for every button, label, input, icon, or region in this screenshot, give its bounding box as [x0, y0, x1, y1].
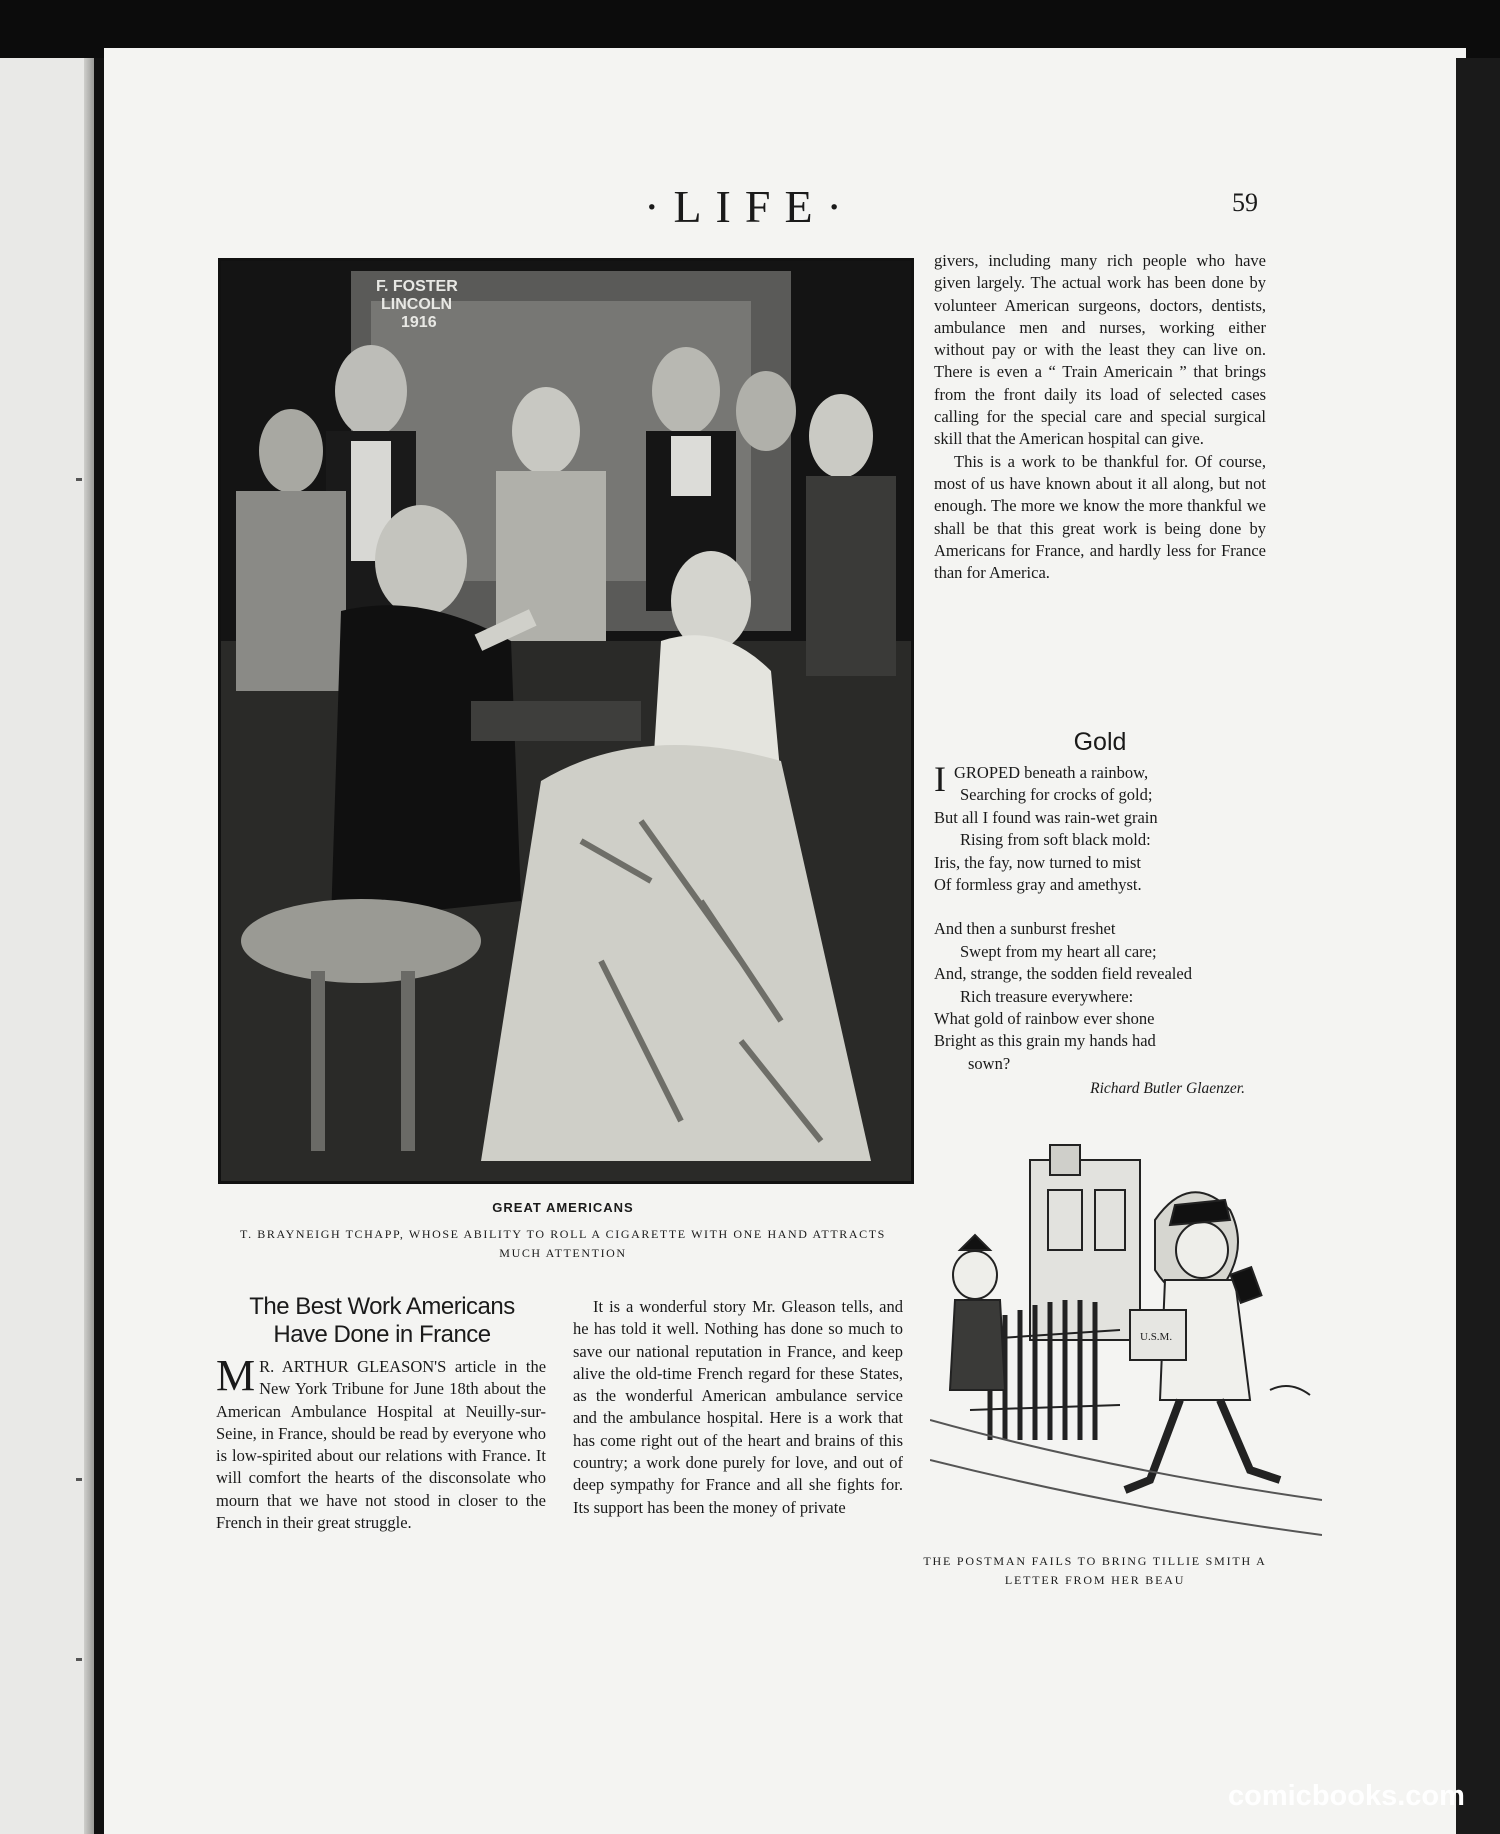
poem-line: Iris, the fay, now turned to mist: [934, 852, 1141, 872]
article-drop-cap: M: [216, 1351, 256, 1400]
poem-title: Gold: [1073, 728, 1127, 756]
article-column-3: [934, 250, 1266, 584]
table: [471, 701, 641, 741]
poem-line: And then a sunburst freshet: [934, 919, 1116, 939]
poem-author: Richard Butler Glaenzer.: [1090, 1080, 1245, 1097]
article-col1-text: article in the New York Tribune for June 18th about the American Ambulance Hospital at Neuilly-sur-Seine, in France, should be read by everyone who is low-spirited about our relations with France. It will comfort the hearts of the disconsolate who mourn that we have not stood in closer to the French in their great struggle.: [216, 1357, 547, 1533]
scan-border-right: [1456, 58, 1500, 1834]
lady-glasses-figure: [512, 387, 580, 475]
illustration-caption-title: GREAT AMERICANS: [492, 1200, 634, 1215]
postman-drawing: [930, 1140, 1322, 1540]
masthead: ·LIFE·: [644, 181, 856, 232]
masthead-title: LIFE: [673, 181, 827, 232]
party-scene-drawing: [221, 261, 911, 1181]
article-col3-para1: givers, including many rich people who have given largely. The actual work has been done by volunteer American surgeons, doctors, dentists, ambulance men and nurses, working either without pay or with the least they can live on. There is even a “ Train Americain ” that brings from the front daily its load of selected cases calling for the special care and special surgical skill that the American hospital can give.: [934, 251, 1266, 449]
tillie-smith: [953, 1251, 997, 1299]
mail-bag-label: U.S.M.: [1140, 1331, 1173, 1343]
stool: [241, 899, 481, 983]
lady-left-figure: [259, 409, 323, 493]
artist-signature-cartoon: [1270, 1386, 1310, 1395]
poem-line-text: GROPED beneath a rainbow,: [954, 763, 1149, 782]
poem-line: Rich treasure everywhere:: [960, 986, 1134, 1006]
gentleman-right-figure: [652, 347, 720, 435]
page-number: 59: [1232, 188, 1258, 217]
poem-line: Of formless gray and amethyst.: [934, 875, 1142, 895]
page-mark: [76, 1658, 82, 1661]
poem-gold: [934, 759, 1268, 1075]
poem-line: Swept from my heart all care;: [960, 941, 1157, 961]
facing-page-edge: [0, 58, 94, 1834]
artist-signature: F. FOSTER LINCOLN 1916: [376, 278, 458, 331]
postman: [1176, 1222, 1228, 1278]
poem-line: What gold of rainbow ever shone: [934, 1009, 1155, 1029]
poem-line: Rising from soft black mold:: [960, 830, 1151, 850]
spine-shadow: [84, 58, 94, 1834]
stanza-break: [934, 896, 1268, 918]
lady-far-right-figure: [809, 394, 873, 478]
poem-line: And, strange, the sodden field revealed: [934, 964, 1192, 984]
article-col3-para2: This is a work to be thankful for. Of course, most of us have known about it all along, but not enough. The more we know the more thankful we shall be that this great work is being done by Americans for France, and hardly less for France than for America.: [934, 451, 1266, 583]
article-column-2: [573, 1296, 903, 1519]
seated-man-tchapp: [375, 505, 467, 617]
article-col2-text: It is a wonderful story Mr. Gleason tells, and he has told it well. Nothing has done so much to save our national reputation in France, and keep alive the old-time French regard for these States, as the wonderful American ambulance service and the ambulance hospital. Here is a work that has come right out of the heart and brains of this country; a work done purely for love, and out of deep sympathy for France and all she fights for. Its support has been the money of private: [573, 1297, 903, 1517]
article-lead-in: R. ARTHUR GLEASON'S: [259, 1357, 447, 1376]
poem-line: Searching for crocks of gold;: [960, 785, 1153, 805]
illustration-caption: T. BRAYNEIGH TCHAPP, WHOSE ABILITY TO ROLL A CIGARETTE WITH ONE HAND ATTRACTS MUCH ATTENTION: [240, 1227, 886, 1260]
gentleman-monocle-figure: [335, 345, 407, 437]
watermark: comicbooks.com: [1228, 1780, 1465, 1812]
article-title: The Best Work Americans Have Done in France: [249, 1293, 515, 1348]
poem-line: But all I found was rain-wet grain: [934, 807, 1158, 827]
poem-line: sown?: [968, 1053, 1011, 1073]
article-column-1: [216, 1351, 547, 1534]
poem-drop-cap: I: [934, 759, 946, 799]
postman-cartoon: [930, 1140, 1322, 1540]
poem-line: Bright as this grain my hands had: [934, 1031, 1156, 1051]
cartoon-caption: THE POSTMAN FAILS TO BRING TILLIE SMITH A LETTER FROM HER BEAU: [923, 1554, 1267, 1587]
page-mark: [76, 478, 82, 481]
illustration-great-americans: [218, 258, 914, 1184]
page-mark: [76, 1478, 82, 1481]
